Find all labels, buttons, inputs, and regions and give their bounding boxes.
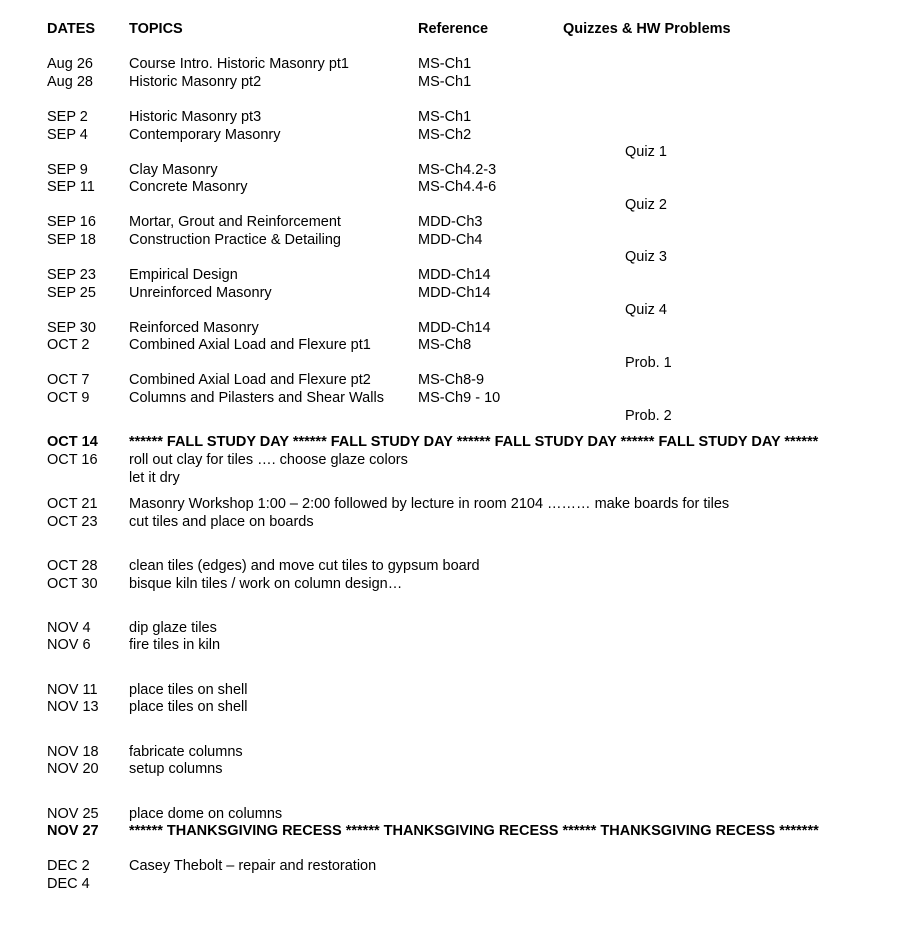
quiz-label: Quiz 1 bbox=[625, 144, 667, 160]
row-reference: MS-Ch1 bbox=[418, 109, 472, 125]
row-topic: let it dry bbox=[129, 470, 180, 486]
row-reference: MDD-Ch14 bbox=[418, 285, 491, 301]
row-date: DEC 4 bbox=[47, 876, 90, 892]
problem-label: Prob. 2 bbox=[625, 408, 672, 424]
row-reference: MDD-Ch3 bbox=[418, 214, 483, 230]
row-reference: MS-Ch2 bbox=[418, 127, 472, 143]
row-date: Aug 26 bbox=[47, 56, 93, 72]
row-topic: cut tiles and place on boards bbox=[129, 514, 314, 530]
header-dates: DATES bbox=[47, 21, 96, 37]
row-date: OCT 28 bbox=[47, 558, 98, 574]
row-date: SEP 23 bbox=[47, 267, 96, 283]
row-reference: MDD-Ch4 bbox=[418, 232, 483, 248]
row-reference: MS-Ch1 bbox=[418, 74, 472, 90]
row-topic: Construction Practice & Detailing bbox=[129, 232, 341, 248]
row-topic: Concrete Masonry bbox=[129, 179, 248, 195]
row-topic: Masonry Workshop 1:00 – 2:00 followed by lecture in room 2104 ……… make boards for tiles bbox=[129, 496, 730, 512]
row-date: OCT 30 bbox=[47, 576, 98, 592]
row-date: NOV 13 bbox=[47, 699, 99, 715]
header-reference: Reference bbox=[418, 21, 489, 37]
row-date: NOV 11 bbox=[47, 682, 98, 698]
row-topic: dip glaze tiles bbox=[129, 620, 217, 636]
row-date: SEP 25 bbox=[47, 285, 96, 301]
row-reference: MS-Ch4.4-6 bbox=[418, 179, 497, 195]
row-topic: Combined Axial Load and Flexure pt1 bbox=[129, 337, 371, 353]
row-topic: place dome on columns bbox=[129, 806, 283, 822]
row-date: SEP 30 bbox=[47, 320, 96, 336]
row-date: OCT 2 bbox=[47, 337, 90, 353]
row-topic: roll out clay for tiles …. choose glaze colors bbox=[129, 452, 408, 468]
row-date: NOV 25 bbox=[47, 806, 99, 822]
row-topic: Course Intro. Historic Masonry pt1 bbox=[129, 56, 349, 72]
row-reference: MS-Ch9 - 10 bbox=[418, 390, 501, 406]
row-date: NOV 20 bbox=[47, 761, 99, 777]
row-topic: Casey Thebolt – repair and restoration bbox=[129, 858, 377, 874]
row-reference: MDD-Ch14 bbox=[418, 320, 491, 336]
row-topic: Clay Masonry bbox=[129, 162, 218, 178]
row-topic: fabricate columns bbox=[129, 744, 243, 760]
header-quizzes: Quizzes & HW Problems bbox=[563, 21, 731, 37]
row-date: NOV 18 bbox=[47, 744, 99, 760]
fall-study-day-banner: ****** FALL STUDY DAY ****** FALL STUDY DAY ****** FALL STUDY DAY ****** FALL STUDY DAY ****** bbox=[129, 434, 819, 450]
quiz-label: Quiz 4 bbox=[625, 302, 667, 318]
row-topic: fire tiles in kiln bbox=[129, 637, 221, 653]
row-topic: Mortar, Grout and Reinforcement bbox=[129, 214, 341, 230]
row-date: NOV 6 bbox=[47, 637, 91, 653]
row-date: OCT 23 bbox=[47, 514, 98, 530]
row-topic: setup columns bbox=[129, 761, 223, 777]
row-topic: bisque kiln tiles / work on column design… bbox=[129, 576, 403, 592]
row-topic: Reinforced Masonry bbox=[129, 320, 259, 336]
row-date: DEC 2 bbox=[47, 858, 90, 874]
row-topic: Contemporary Masonry bbox=[129, 127, 281, 143]
row-date: SEP 18 bbox=[47, 232, 96, 248]
row-topic: Unreinforced Masonry bbox=[129, 285, 272, 301]
row-date: Aug 28 bbox=[47, 74, 93, 90]
problem-label: Prob. 1 bbox=[625, 355, 672, 371]
row-reference: MS-Ch4.2-3 bbox=[418, 162, 497, 178]
row-topic: Historic Masonry pt3 bbox=[129, 109, 262, 125]
row-topic: clean tiles (edges) and move cut tiles to gypsum board bbox=[129, 558, 480, 574]
row-date: OCT 16 bbox=[47, 452, 98, 468]
row-reference: MS-Ch8-9 bbox=[418, 372, 485, 388]
row-topic: Combined Axial Load and Flexure pt2 bbox=[129, 372, 371, 388]
row-reference: MDD-Ch14 bbox=[418, 267, 491, 283]
row-topic: place tiles on shell bbox=[129, 682, 248, 698]
row-date: OCT 14 bbox=[47, 434, 98, 450]
row-date: NOV 4 bbox=[47, 620, 91, 636]
quiz-label: Quiz 2 bbox=[625, 197, 667, 213]
row-reference: MS-Ch8 bbox=[418, 337, 472, 353]
row-date: NOV 27 bbox=[47, 823, 99, 839]
row-date: SEP 4 bbox=[47, 127, 88, 143]
thanksgiving-recess-banner: ****** THANKSGIVING RECESS ****** THANKSGIVING RECESS ****** THANKSGIVING RECESS ******* bbox=[129, 823, 819, 839]
row-topic: place tiles on shell bbox=[129, 699, 248, 715]
row-date: SEP 11 bbox=[47, 179, 95, 195]
row-reference: MS-Ch1 bbox=[418, 56, 472, 72]
row-date: SEP 16 bbox=[47, 214, 96, 230]
quiz-label: Quiz 3 bbox=[625, 249, 667, 265]
row-topic: Columns and Pilasters and Shear Walls bbox=[129, 390, 384, 406]
row-topic: Empirical Design bbox=[129, 267, 238, 283]
row-date: SEP 9 bbox=[47, 162, 88, 178]
header-topics: TOPICS bbox=[129, 21, 183, 37]
row-date: OCT 9 bbox=[47, 390, 90, 406]
row-topic: Historic Masonry pt2 bbox=[129, 74, 262, 90]
row-date: OCT 21 bbox=[47, 496, 98, 512]
row-date: OCT 7 bbox=[47, 372, 90, 388]
row-date: SEP 2 bbox=[47, 109, 88, 125]
